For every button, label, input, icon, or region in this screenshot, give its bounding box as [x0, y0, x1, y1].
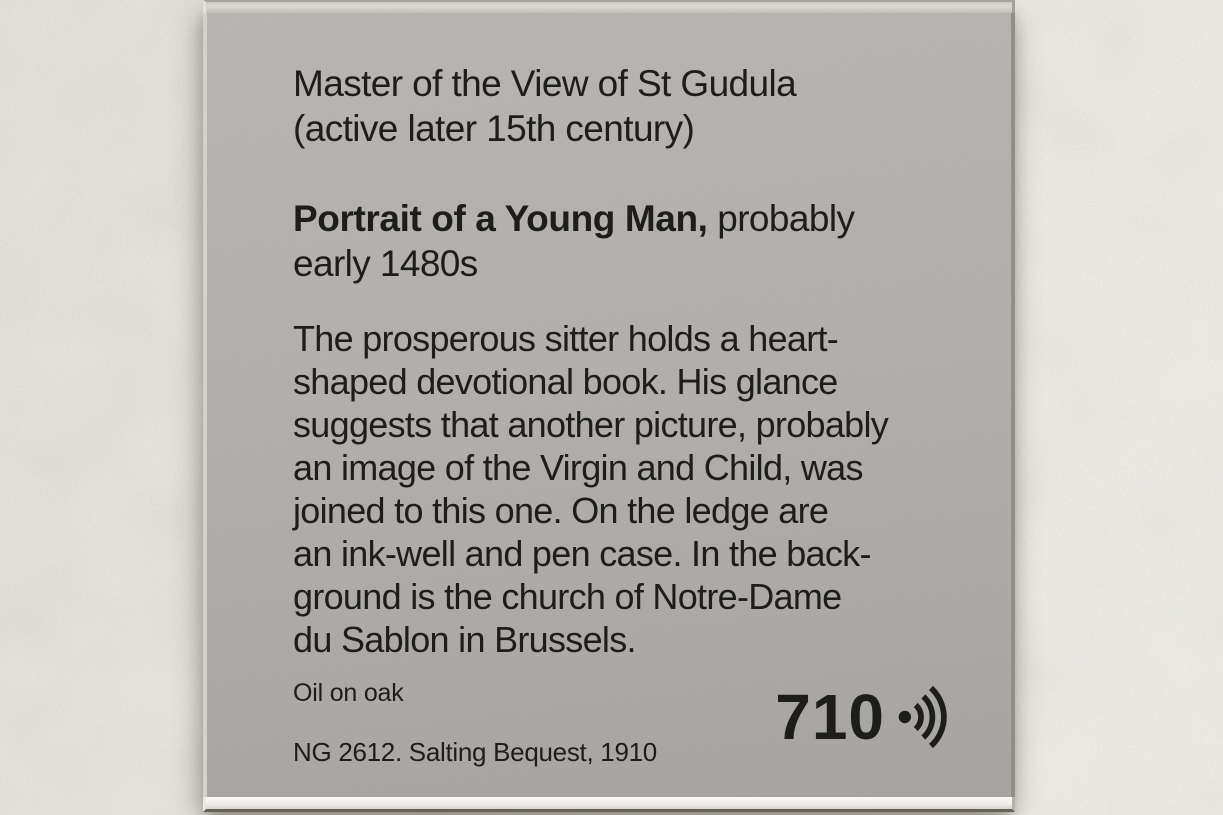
description-line: shaped devotional book. His glance [293, 361, 838, 402]
description-line: an image of the Virgin and Child, was [293, 447, 863, 488]
audio-guide-number: 710 [775, 681, 885, 753]
description-line: The prosperous sitter holds a heart- [293, 318, 839, 359]
label-holder-bottom-edge [203, 797, 1015, 812]
accession-credit-line: NG 2612. Salting Bequest, 1910 [293, 737, 657, 767]
audio-waves-icon [895, 677, 949, 757]
description-line: suggests that another picture, probably [293, 404, 889, 445]
label-card [203, 13, 1015, 797]
label-content [293, 61, 953, 767]
description-line: joined to this one. On the ledge are [293, 490, 829, 531]
label-holder-top-edge [203, 0, 1015, 13]
audio-guide-block [775, 675, 949, 759]
description-line: du Sablon in Brussels. [293, 619, 636, 660]
artwork-date: early 1480s [293, 243, 478, 284]
medium-line: Oil on oak [293, 679, 404, 707]
artwork-title-block [293, 196, 953, 286]
artwork-title-line [293, 196, 953, 241]
museum-label-plaque [203, 0, 1015, 812]
description-block [293, 317, 953, 661]
artwork-title: Portrait of a Young Man, [293, 198, 708, 239]
description-line: an ink-well and pen case. In the back- [293, 533, 871, 574]
title-qualifier: probably [707, 198, 855, 239]
artist-name: Master of the View of St Gudula [293, 63, 797, 104]
artist-block [293, 61, 953, 151]
description-line: ground is the church of Notre-Dame [293, 576, 842, 617]
artist-active-dates: (active later 15th century) [293, 108, 695, 149]
